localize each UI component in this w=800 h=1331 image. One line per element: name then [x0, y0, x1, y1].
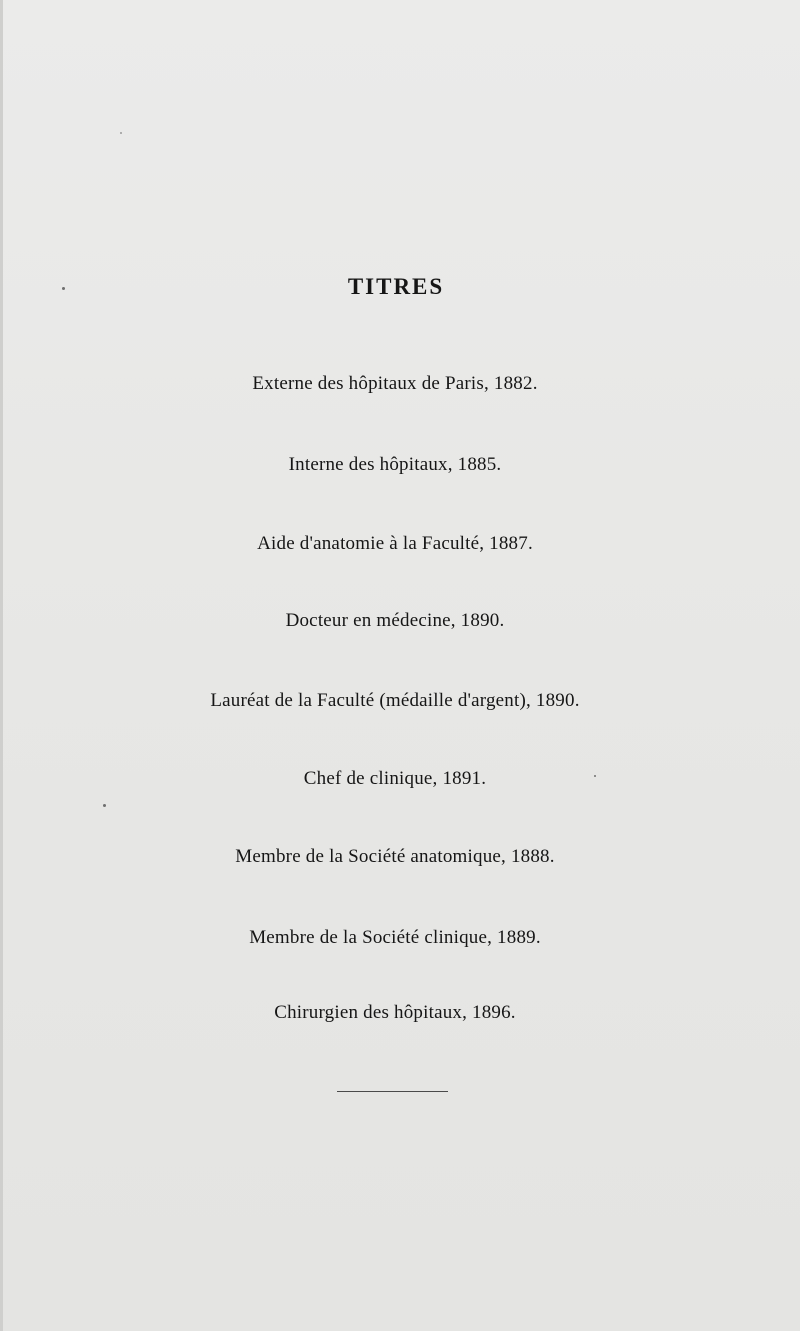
page-title: TITRES [347, 274, 445, 299]
paper-speck [103, 804, 106, 807]
title-entry: Chef de clinique, 1891. [303, 768, 487, 789]
paper-speck [62, 287, 65, 290]
paper-speck [120, 132, 122, 134]
title-entry: Aide d'anatomie à la Faculté, 1887. [257, 533, 533, 554]
title-entry: Interne des hôpitaux, 1885. [288, 454, 502, 475]
title-entry: Chirurgien des hôpitaux, 1896. [274, 1002, 516, 1023]
title-entry: Lauréat de la Faculté (médaille d'argent), 1890. [210, 690, 580, 711]
closing-rule [337, 1091, 448, 1092]
title-entry: Externe des hôpitaux de Paris, 1882. [252, 373, 538, 394]
paper-speck [594, 775, 596, 777]
title-entry: Docteur en médecine, 1890. [285, 610, 505, 631]
title-entry: Membre de la Société clinique, 1889. [249, 927, 541, 948]
page-edge [0, 0, 3, 1331]
title-entry: Membre de la Société anatomique, 1888. [235, 846, 555, 867]
